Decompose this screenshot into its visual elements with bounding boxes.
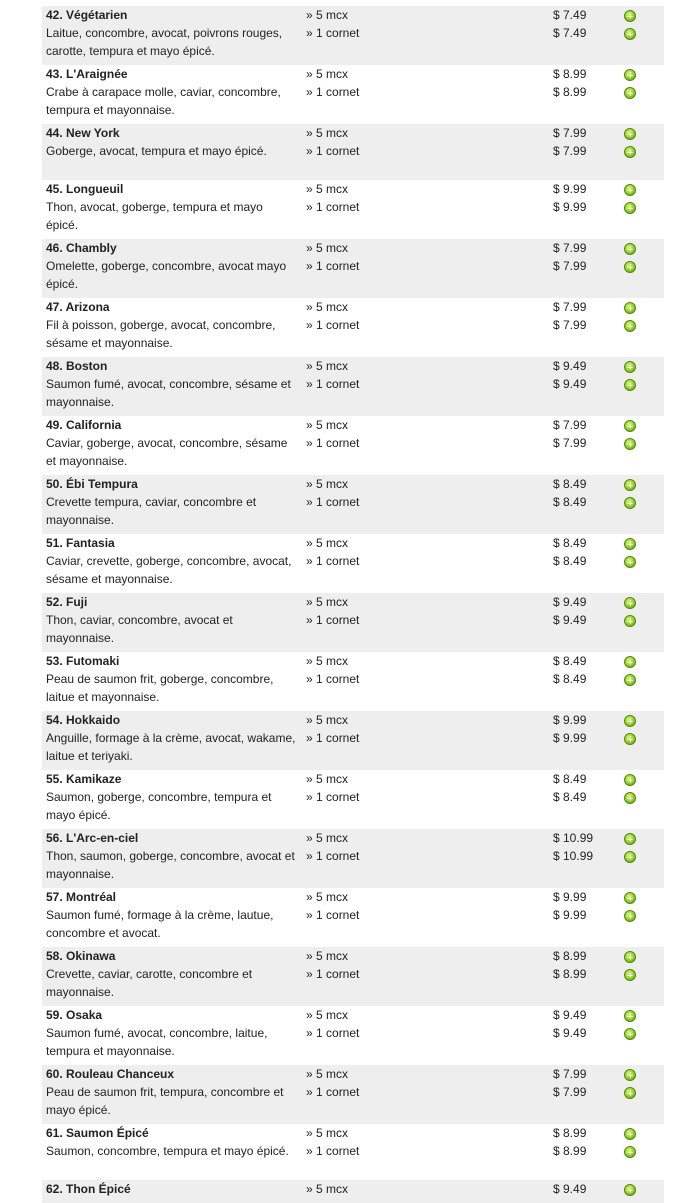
- item-option-label: » 5 mcx: [306, 1067, 349, 1081]
- item-option-label: » 5 mcx: [306, 713, 349, 727]
- item-options-cell: [306, 6, 456, 42]
- item-options-cell: [306, 711, 456, 747]
- item-option-label: » 1 cornet: [306, 613, 360, 627]
- item-ingredients: épicé.: [46, 218, 79, 232]
- plus-circle-icon[interactable]: [624, 715, 636, 727]
- plus-circle-icon[interactable]: [624, 28, 636, 40]
- menu-item-row: [42, 65, 664, 124]
- item-ingredients: tempura et mayonnaise.: [46, 1044, 175, 1058]
- plus-circle-icon[interactable]: [624, 1184, 636, 1196]
- item-ingredients: Caviar, crevette, goberge, concombre, avocat,: [46, 554, 292, 568]
- item-prices-cell: [553, 180, 623, 216]
- item-description-cell: [46, 770, 298, 824]
- item-prices-cell: [553, 770, 623, 806]
- item-price: $ 8.49: [553, 495, 587, 509]
- item-option-label: » 1 cornet: [306, 908, 360, 922]
- item-price: $ 8.99: [553, 1144, 587, 1158]
- item-description-cell: [46, 1124, 298, 1160]
- item-prices-cell: [553, 888, 623, 924]
- item-ingredients: mayo épicé.: [46, 1103, 111, 1117]
- item-price: $ 7.99: [553, 436, 587, 450]
- item-option-label: » 1 cornet: [306, 1026, 360, 1040]
- item-description-cell: [46, 947, 298, 1001]
- plus-circle-icon[interactable]: [624, 597, 636, 609]
- menu-item-row: [42, 1124, 664, 1180]
- item-ingredients: carotte, tempura et mayo épicé.: [46, 44, 215, 58]
- item-options-cell: [306, 416, 456, 452]
- item-option-label: » 1 cornet: [306, 436, 360, 450]
- item-ingredients: Thon, avocat, goberge, tempura et mayo: [46, 200, 263, 214]
- item-description-cell: [46, 357, 298, 411]
- item-price: $ 7.99: [553, 241, 587, 255]
- item-prices-cell: [553, 652, 623, 688]
- item-price: $ 7.99: [553, 144, 587, 158]
- item-option-label: » 1 cornet: [306, 1085, 360, 1099]
- item-title: 48. Boston: [46, 359, 108, 373]
- item-option-label: » 1 cornet: [306, 85, 360, 99]
- item-price: $ 9.99: [553, 908, 587, 922]
- item-title: 47. Arizona: [46, 300, 110, 314]
- item-price: $ 9.49: [553, 613, 587, 627]
- item-option-label: » 5 mcx: [306, 1182, 349, 1196]
- item-price: $ 8.99: [553, 67, 587, 81]
- item-ingredients: mayonnaise.: [46, 395, 115, 409]
- item-title: 54. Hokkaido: [46, 713, 121, 727]
- item-title: 55. Kamikaze: [46, 772, 122, 786]
- add-to-cart-cell: [624, 1182, 644, 1202]
- plus-circle-icon[interactable]: [624, 1028, 636, 1040]
- item-ingredients: Caviar, goberge, avocat, concombre, sésame: [46, 436, 288, 450]
- menu-item-row: [42, 947, 664, 1006]
- menu-item-row: [42, 534, 664, 593]
- item-description-cell: [46, 1180, 298, 1198]
- item-option-label: » 1 cornet: [306, 318, 360, 332]
- item-title: 51. Fantasia: [46, 536, 115, 550]
- item-price: $ 7.99: [553, 126, 587, 140]
- plus-circle-icon[interactable]: [624, 892, 636, 904]
- item-ingredients: Goberge, avocat, tempura et mayo épicé.: [46, 144, 267, 158]
- item-prices-cell: [553, 475, 623, 511]
- item-option-label: » 5 mcx: [306, 477, 349, 491]
- item-price: $ 8.99: [553, 967, 587, 981]
- plus-circle-icon[interactable]: [624, 497, 636, 509]
- item-ingredients: et mayonnaise.: [46, 454, 128, 468]
- item-option-label: » 1 cornet: [306, 200, 360, 214]
- item-option-label: » 1 cornet: [306, 1144, 360, 1158]
- menu-item-row: [42, 888, 664, 947]
- item-options-cell: [306, 124, 456, 160]
- add-to-cart-cell: [624, 595, 644, 633]
- item-options-cell: [306, 1006, 456, 1042]
- item-price: $ 7.49: [553, 26, 587, 40]
- item-option-label: » 5 mcx: [306, 536, 349, 550]
- item-price: $ 8.49: [553, 672, 587, 686]
- add-to-cart-cell: [624, 831, 644, 869]
- item-title: 57. Montréal: [46, 890, 117, 904]
- plus-circle-icon[interactable]: [624, 910, 636, 922]
- menu-item-row: [42, 416, 664, 475]
- plus-circle-icon[interactable]: [624, 1128, 636, 1140]
- item-price: $ 9.49: [553, 1182, 587, 1196]
- plus-circle-icon[interactable]: [624, 379, 636, 391]
- item-ingredients: Crevette tempura, caviar, concombre et: [46, 495, 257, 509]
- item-option-label: » 5 mcx: [306, 831, 349, 845]
- item-price: $ 7.49: [553, 8, 587, 22]
- add-to-cart-cell: [624, 241, 644, 279]
- item-title: 58. Okinawa: [46, 949, 116, 963]
- add-to-cart-cell: [624, 1008, 644, 1046]
- plus-circle-icon[interactable]: [624, 615, 636, 627]
- menu-item-row: [42, 298, 664, 357]
- item-ingredients: sésame et mayonnaise.: [46, 572, 173, 586]
- item-price: $ 8.99: [553, 949, 587, 963]
- add-to-cart-cell: [624, 477, 644, 515]
- item-price: $ 10.99: [553, 849, 594, 863]
- plus-circle-icon[interactable]: [624, 243, 636, 255]
- item-options-cell: [306, 770, 456, 806]
- menu-item-row: [42, 124, 664, 180]
- item-description-cell: [46, 534, 298, 588]
- item-price: $ 8.49: [553, 536, 587, 550]
- item-title: 43. L'Araignée: [46, 67, 128, 81]
- add-to-cart-cell: [624, 654, 644, 692]
- plus-circle-icon[interactable]: [624, 538, 636, 550]
- item-description-cell: [46, 1065, 298, 1119]
- item-prices-cell: [553, 829, 623, 865]
- item-option-label: » 5 mcx: [306, 241, 349, 255]
- plus-circle-icon[interactable]: [624, 146, 636, 158]
- item-options-cell: [306, 534, 456, 570]
- item-option-label: » 1 cornet: [306, 672, 360, 686]
- item-title: 56. L'Arc-en-ciel: [46, 831, 139, 845]
- item-options-cell: [306, 65, 456, 101]
- item-title: 61. Saumon Épicé: [46, 1126, 149, 1140]
- item-option-label: » 1 cornet: [306, 849, 360, 863]
- item-option-label: » 5 mcx: [306, 890, 349, 904]
- item-ingredients: Saumon fumé, avocat, concombre, sésame et: [46, 377, 291, 391]
- add-to-cart-cell: [624, 890, 644, 928]
- menu-item-row: [42, 593, 664, 652]
- item-price: $ 8.49: [553, 477, 587, 491]
- item-price: $ 8.49: [553, 554, 587, 568]
- item-prices-cell: [553, 239, 623, 275]
- item-price: $ 9.49: [553, 595, 587, 609]
- item-price: $ 8.49: [553, 772, 587, 786]
- item-prices-cell: [553, 593, 623, 629]
- item-prices-cell: [553, 1124, 623, 1160]
- item-option-label: » 1 cornet: [306, 790, 360, 804]
- item-ingredients: mayonnaise.: [46, 867, 115, 881]
- item-price: $ 7.99: [553, 259, 587, 273]
- item-option-label: » 5 mcx: [306, 8, 349, 22]
- plus-circle-icon[interactable]: [624, 1069, 636, 1081]
- item-price: $ 8.99: [553, 1126, 587, 1140]
- item-option-label: » 5 mcx: [306, 1008, 349, 1022]
- item-option-label: » 1 cornet: [306, 259, 360, 273]
- item-ingredients: Saumon, concombre, tempura et mayo épicé.: [46, 1144, 289, 1158]
- item-options-cell: [306, 1180, 456, 1198]
- item-description-cell: [46, 829, 298, 883]
- item-option-label: » 5 mcx: [306, 359, 349, 373]
- item-ingredients: sésame et mayonnaise.: [46, 336, 173, 350]
- item-ingredients: Saumon fumé, formage à la crème, lautue,: [46, 908, 274, 922]
- item-option-label: » 5 mcx: [306, 67, 349, 81]
- item-prices-cell: [553, 1180, 623, 1198]
- add-to-cart-cell: [624, 67, 644, 105]
- item-prices-cell: [553, 534, 623, 570]
- plus-circle-icon[interactable]: [624, 438, 636, 450]
- plus-circle-icon[interactable]: [624, 733, 636, 745]
- item-options-cell: [306, 1065, 456, 1101]
- item-title: 62. Thon Épicé: [46, 1182, 131, 1196]
- add-to-cart-cell: [624, 300, 644, 338]
- item-description-cell: [46, 6, 298, 60]
- item-price: $ 9.99: [553, 731, 587, 745]
- item-price: $ 7.99: [553, 418, 587, 432]
- item-option-label: » 5 mcx: [306, 949, 349, 963]
- plus-circle-icon[interactable]: [624, 420, 636, 432]
- item-prices-cell: [553, 6, 623, 42]
- item-title: 49. California: [46, 418, 122, 432]
- item-description-cell: [46, 1006, 298, 1060]
- add-to-cart-cell: [624, 126, 644, 164]
- menu-item-row: [42, 829, 664, 888]
- item-ingredients: Fil à poisson, goberge, avocat, concombre,: [46, 318, 276, 332]
- plus-circle-icon[interactable]: [624, 969, 636, 981]
- item-options-cell: [306, 593, 456, 629]
- plus-circle-icon[interactable]: [624, 202, 636, 214]
- item-ingredients: laitue et teriyaki.: [46, 749, 133, 763]
- menu-item-row: [42, 711, 664, 770]
- plus-circle-icon[interactable]: [624, 851, 636, 863]
- add-to-cart-cell: [624, 1126, 644, 1164]
- menu-item-row: [42, 180, 664, 239]
- item-ingredients: Peau de saumon frit, goberge, concombre,: [46, 672, 274, 686]
- item-title: 52. Fuji: [46, 595, 88, 609]
- item-title: 60. Rouleau Chanceux: [46, 1067, 175, 1081]
- plus-circle-icon[interactable]: [624, 361, 636, 373]
- item-options-cell: [306, 180, 456, 216]
- item-options-cell: [306, 357, 456, 393]
- item-ingredients: épicé.: [46, 277, 79, 291]
- menu-item-row: [42, 770, 664, 829]
- item-description-cell: [46, 416, 298, 470]
- item-description-cell: [46, 593, 298, 647]
- item-description-cell: [46, 711, 298, 765]
- item-title: 44. New York: [46, 126, 120, 140]
- menu-item-row: [42, 1180, 664, 1203]
- plus-circle-icon[interactable]: [624, 184, 636, 196]
- item-prices-cell: [553, 711, 623, 747]
- item-description-cell: [46, 888, 298, 942]
- item-price: $ 9.99: [553, 890, 587, 904]
- item-prices-cell: [553, 298, 623, 334]
- item-description-cell: [46, 65, 298, 119]
- item-price: $ 8.99: [553, 85, 587, 99]
- item-option-label: » 5 mcx: [306, 126, 349, 140]
- plus-circle-icon[interactable]: [624, 302, 636, 314]
- add-to-cart-cell: [624, 1067, 644, 1105]
- plus-circle-icon[interactable]: [624, 656, 636, 668]
- item-description-cell: [46, 298, 298, 352]
- item-ingredients: tempura et mayonnaise.: [46, 103, 175, 117]
- item-option-label: » 1 cornet: [306, 967, 360, 981]
- item-prices-cell: [553, 947, 623, 983]
- item-option-label: » 5 mcx: [306, 595, 349, 609]
- item-option-label: » 5 mcx: [306, 418, 349, 432]
- item-ingredients: Anguille, formage à la crème, avocat, wakame,: [46, 731, 296, 745]
- plus-circle-icon[interactable]: [624, 261, 636, 273]
- item-ingredients: Crabe à carapace molle, caviar, concombre,: [46, 85, 281, 99]
- menu-item-row: [42, 652, 664, 711]
- item-option-label: » 1 cornet: [306, 554, 360, 568]
- menu-item-row: [42, 6, 664, 65]
- item-ingredients: Omelette, goberge, concombre, avocat mayo: [46, 259, 287, 273]
- item-price: $ 9.99: [553, 713, 587, 727]
- item-ingredients: Laitue, concombre, avocat, poivrons rouges,: [46, 26, 283, 40]
- item-price: $ 9.99: [553, 182, 587, 196]
- item-title: 42. Végétarien: [46, 8, 128, 22]
- item-ingredients: Thon, saumon, goberge, concombre, avocat et: [46, 849, 295, 863]
- plus-circle-icon[interactable]: [624, 1010, 636, 1022]
- item-ingredients: mayonnaise.: [46, 513, 115, 527]
- item-prices-cell: [553, 1006, 623, 1042]
- item-option-label: » 5 mcx: [306, 182, 349, 196]
- item-option-label: » 1 cornet: [306, 377, 360, 391]
- item-option-label: » 1 cornet: [306, 144, 360, 158]
- plus-circle-icon[interactable]: [624, 774, 636, 786]
- add-to-cart-cell: [624, 536, 644, 574]
- item-ingredients: Crevette, caviar, carotte, concombre et: [46, 967, 253, 981]
- item-ingredients: mayonnaise.: [46, 631, 115, 645]
- menu-item-row: [42, 1006, 664, 1065]
- item-options-cell: [306, 298, 456, 334]
- item-option-label: » 5 mcx: [306, 654, 349, 668]
- plus-circle-icon[interactable]: [624, 674, 636, 686]
- menu-list: [42, 6, 664, 1203]
- item-price: $ 10.99: [553, 831, 594, 845]
- item-options-cell: [306, 239, 456, 275]
- item-prices-cell: [553, 416, 623, 452]
- add-to-cart-cell: [624, 772, 644, 810]
- plus-circle-icon[interactable]: [624, 479, 636, 491]
- add-to-cart-cell: [624, 8, 644, 46]
- plus-circle-icon[interactable]: [624, 833, 636, 845]
- item-ingredients: mayonnaise.: [46, 985, 115, 999]
- plus-circle-icon[interactable]: [624, 320, 636, 332]
- item-price: $ 7.99: [553, 1067, 587, 1081]
- item-price: $ 7.99: [553, 318, 587, 332]
- add-to-cart-cell: [624, 713, 644, 751]
- add-to-cart-cell: [624, 359, 644, 397]
- plus-circle-icon[interactable]: [624, 1087, 636, 1099]
- item-description-cell: [46, 652, 298, 706]
- item-price: $ 9.49: [553, 359, 587, 373]
- item-price: $ 8.49: [553, 790, 587, 804]
- item-prices-cell: [553, 1065, 623, 1101]
- item-description-cell: [46, 124, 298, 160]
- item-ingredients: laitue et mayonnaise.: [46, 690, 160, 704]
- item-ingredients: mayo épicé.: [46, 808, 111, 822]
- item-price: $ 9.49: [553, 377, 587, 391]
- item-options-cell: [306, 829, 456, 865]
- add-to-cart-cell: [624, 418, 644, 456]
- item-ingredients: Saumon, goberge, concombre, tempura et: [46, 790, 272, 804]
- item-title: 50. Ébi Tempura: [46, 477, 138, 491]
- plus-circle-icon[interactable]: [624, 10, 636, 22]
- menu-item-row: [42, 1065, 664, 1124]
- item-option-label: » 5 mcx: [306, 300, 349, 314]
- item-option-label: » 1 cornet: [306, 495, 360, 509]
- item-title: 53. Futomaki: [46, 654, 120, 668]
- item-price: $ 9.49: [553, 1026, 587, 1040]
- item-ingredients: Peau de saumon frit, tempura, concombre et: [46, 1085, 284, 1099]
- plus-circle-icon[interactable]: [624, 1146, 636, 1158]
- item-option-label: » 1 cornet: [306, 26, 360, 40]
- item-prices-cell: [553, 124, 623, 160]
- item-prices-cell: [553, 65, 623, 101]
- item-options-cell: [306, 652, 456, 688]
- item-options-cell: [306, 947, 456, 983]
- plus-circle-icon[interactable]: [624, 87, 636, 99]
- item-price: $ 8.49: [553, 654, 587, 668]
- plus-circle-icon[interactable]: [624, 792, 636, 804]
- item-prices-cell: [553, 357, 623, 393]
- item-options-cell: [306, 888, 456, 924]
- plus-circle-icon[interactable]: [624, 69, 636, 81]
- item-options-cell: [306, 475, 456, 511]
- plus-circle-icon[interactable]: [624, 556, 636, 568]
- item-ingredients: Saumon fumé, avocat, concombre, laitue,: [46, 1026, 268, 1040]
- item-ingredients: concombre et avocat.: [46, 926, 161, 940]
- item-description-cell: [46, 239, 298, 293]
- item-price: $ 9.49: [553, 1008, 587, 1022]
- add-to-cart-cell: [624, 949, 644, 987]
- plus-circle-icon[interactable]: [624, 951, 636, 963]
- item-ingredients: Thon, caviar, concombre, avocat et: [46, 613, 233, 627]
- item-price: $ 9.99: [553, 200, 587, 214]
- item-options-cell: [306, 1124, 456, 1160]
- menu-item-row: [42, 239, 664, 298]
- item-price: $ 7.99: [553, 1085, 587, 1099]
- menu-item-row: [42, 357, 664, 416]
- add-to-cart-cell: [624, 182, 644, 220]
- item-title: 59. Osaka: [46, 1008, 103, 1022]
- item-option-label: » 5 mcx: [306, 1126, 349, 1140]
- item-title: 45. Longueuil: [46, 182, 124, 196]
- plus-circle-icon[interactable]: [624, 128, 636, 140]
- item-description-cell: [46, 180, 298, 234]
- item-price: $ 7.99: [553, 300, 587, 314]
- item-title: 46. Chambly: [46, 241, 117, 255]
- menu-item-row: [42, 475, 664, 534]
- item-option-label: » 1 cornet: [306, 731, 360, 745]
- item-option-label: » 5 mcx: [306, 772, 349, 786]
- item-description-cell: [46, 475, 298, 529]
